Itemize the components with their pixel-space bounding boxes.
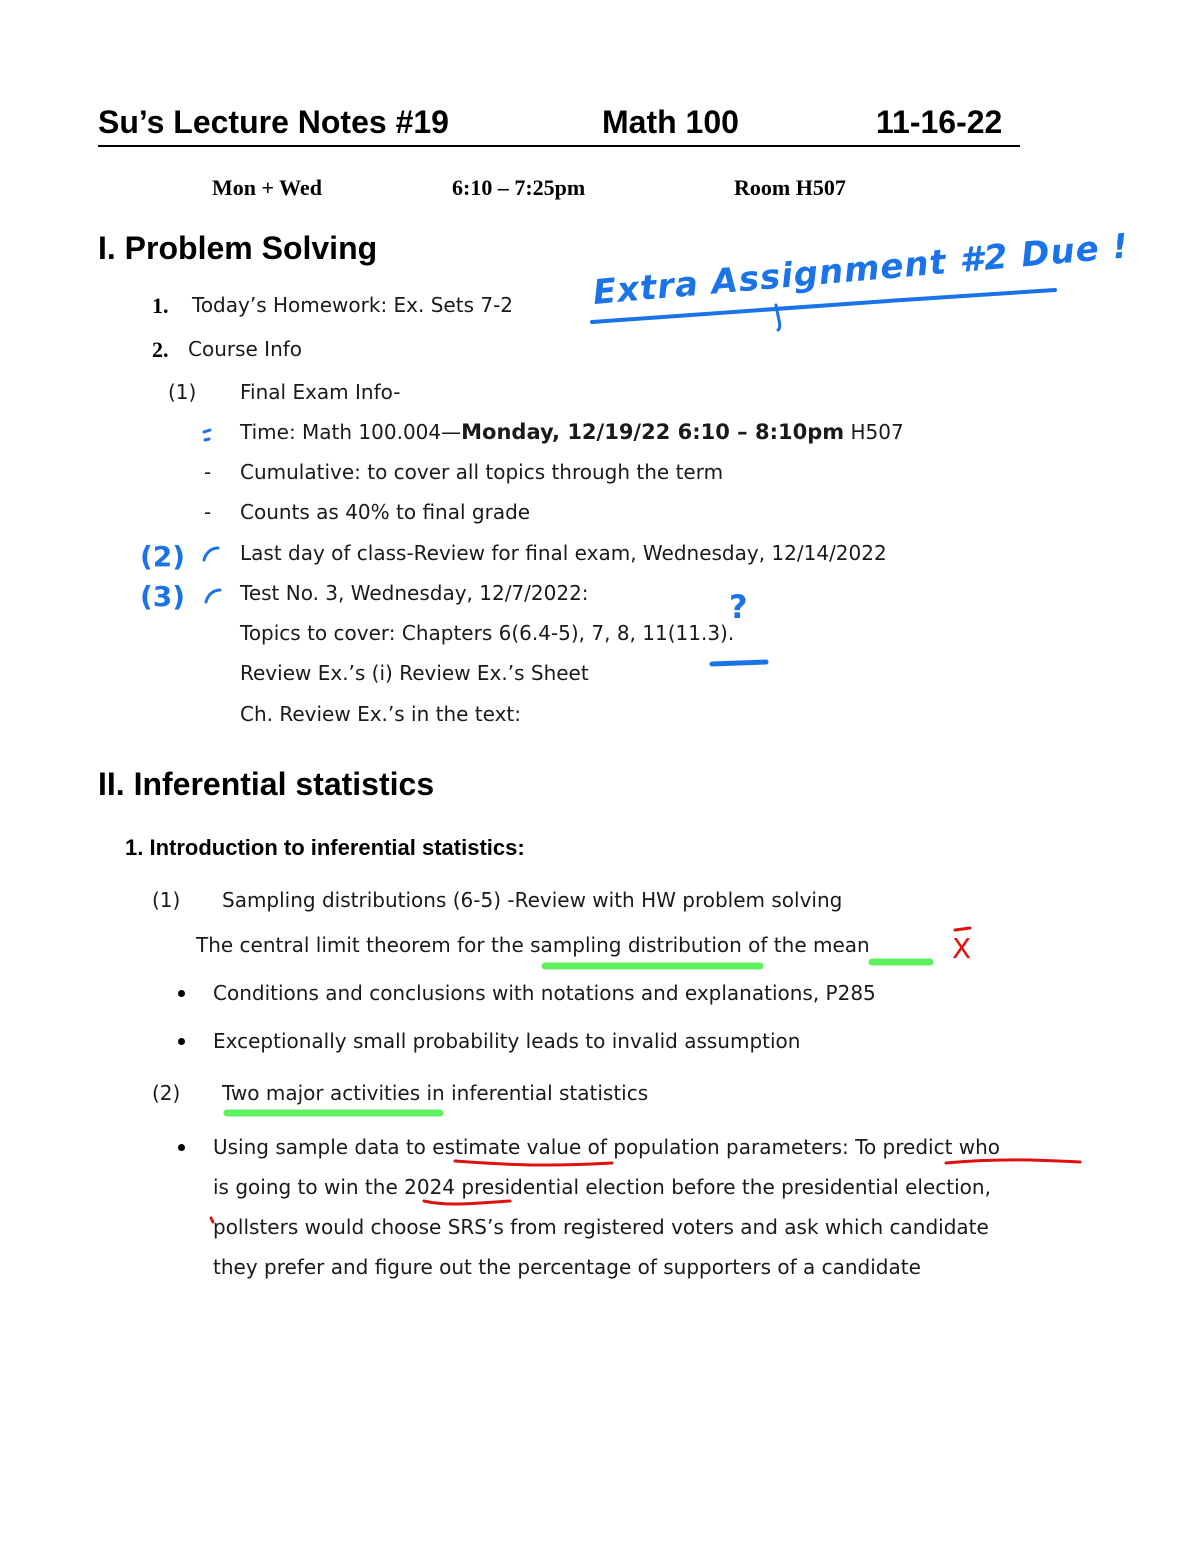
- test3-note: Test No. 3, Wednesday, 12/7/2022:: [240, 581, 589, 605]
- check-mark: [206, 590, 220, 602]
- blue-underline-11-3: [712, 662, 766, 664]
- handwritten-mark-2: (2): [140, 540, 186, 573]
- homework-item: Today’s Homework: Ex. Sets 7-2: [192, 293, 514, 317]
- intro-heading: 1. Introduction to inferential statistics:: [125, 835, 525, 860]
- red-underline-predict-who: [946, 1160, 1080, 1163]
- clt-line: The central limit theorem for the sampling distribution of the mean: [196, 933, 870, 957]
- class-days: Mon + Wed: [212, 175, 322, 200]
- two-activities: Two major activities in inferential statistics: [222, 1081, 649, 1105]
- last-day-note: Last day of class-Review for final exam, Wednesday, 12/14/2022: [240, 541, 887, 565]
- handwritten-question-mark: ?: [729, 588, 748, 626]
- red-underline-estimate-value: [455, 1161, 612, 1165]
- estimate-bullet-line2: is going to win the 2024 presidential election before the presidential election,: [213, 1175, 991, 1199]
- notes-date: 11-16-22: [876, 104, 1003, 140]
- tick-mark: [204, 430, 210, 440]
- estimate-bullet-line3: pollsters would choose SRS’s from registered voters and ask which candidate: [213, 1215, 989, 1239]
- review-note: Review Ex.’s (i) Review Ex.’s Sheet: [240, 661, 589, 685]
- notes-title: Su’s Lecture Notes #19: [98, 104, 449, 140]
- exam-datetime: Monday, 12/19/22 6:10 – 8:10pm: [461, 420, 845, 444]
- counts-note: Counts as 40% to final grade: [240, 500, 531, 524]
- check-mark: [204, 548, 218, 560]
- topics-note: Topics to cover: Chapters 6(6.4-5), 7, 8, 11(11.3).: [240, 621, 735, 645]
- course-name: Math 100: [602, 104, 739, 140]
- estimate-bullet-line1: Using sample data to estimate value of population parameters: To predict who: [213, 1135, 1001, 1159]
- handwritten-mark-3: (3): [140, 580, 186, 613]
- cumulative-note: Cumulative: to cover all topics through the term: [240, 460, 724, 484]
- class-time: 6:10 – 7:25pm: [452, 175, 586, 200]
- section-heading-problem-solving: I. Problem Solving: [98, 230, 378, 266]
- exam-room: H507: [844, 420, 904, 444]
- sub-item-number: (1): [168, 380, 197, 404]
- dash-marker: -: [204, 500, 212, 524]
- item-number: 2.: [152, 337, 169, 362]
- dash-marker: -: [204, 460, 212, 484]
- red-dash-over-x: [955, 928, 970, 930]
- sampling-distributions: Sampling distributions (6-5) -Review with HW problem solving: [222, 888, 843, 912]
- red-tick: [211, 1218, 213, 1222]
- handwritten-note: Extra Assignment #2 Due !: [591, 226, 1131, 313]
- sub-item-number: (1): [152, 888, 181, 912]
- time-prefix: Time: Math 100.004—: [240, 420, 462, 444]
- conditions-bullet: Conditions and conclusions with notations and explanations, P285: [213, 981, 876, 1005]
- item-number: 1.: [152, 293, 169, 318]
- small-probability-bullet: Exceptionally small probability leads to invalid assumption: [213, 1029, 801, 1053]
- handwritten-x-mark: X: [952, 932, 972, 965]
- ch-review-note: Ch. Review Ex.’s in the text:: [240, 702, 522, 726]
- final-exam-info: Final Exam Info-: [240, 380, 401, 404]
- section-heading-inferential: II. Inferential statistics: [98, 766, 435, 802]
- course-info-item: Course Info: [188, 337, 303, 361]
- sub-item-number: (2): [152, 1081, 181, 1105]
- red-underline-2024-presidential: [424, 1201, 510, 1204]
- class-room: Room H507: [734, 175, 846, 200]
- estimate-bullet-line4: they prefer and figure out the percentage of supporters of a candidate: [213, 1255, 921, 1279]
